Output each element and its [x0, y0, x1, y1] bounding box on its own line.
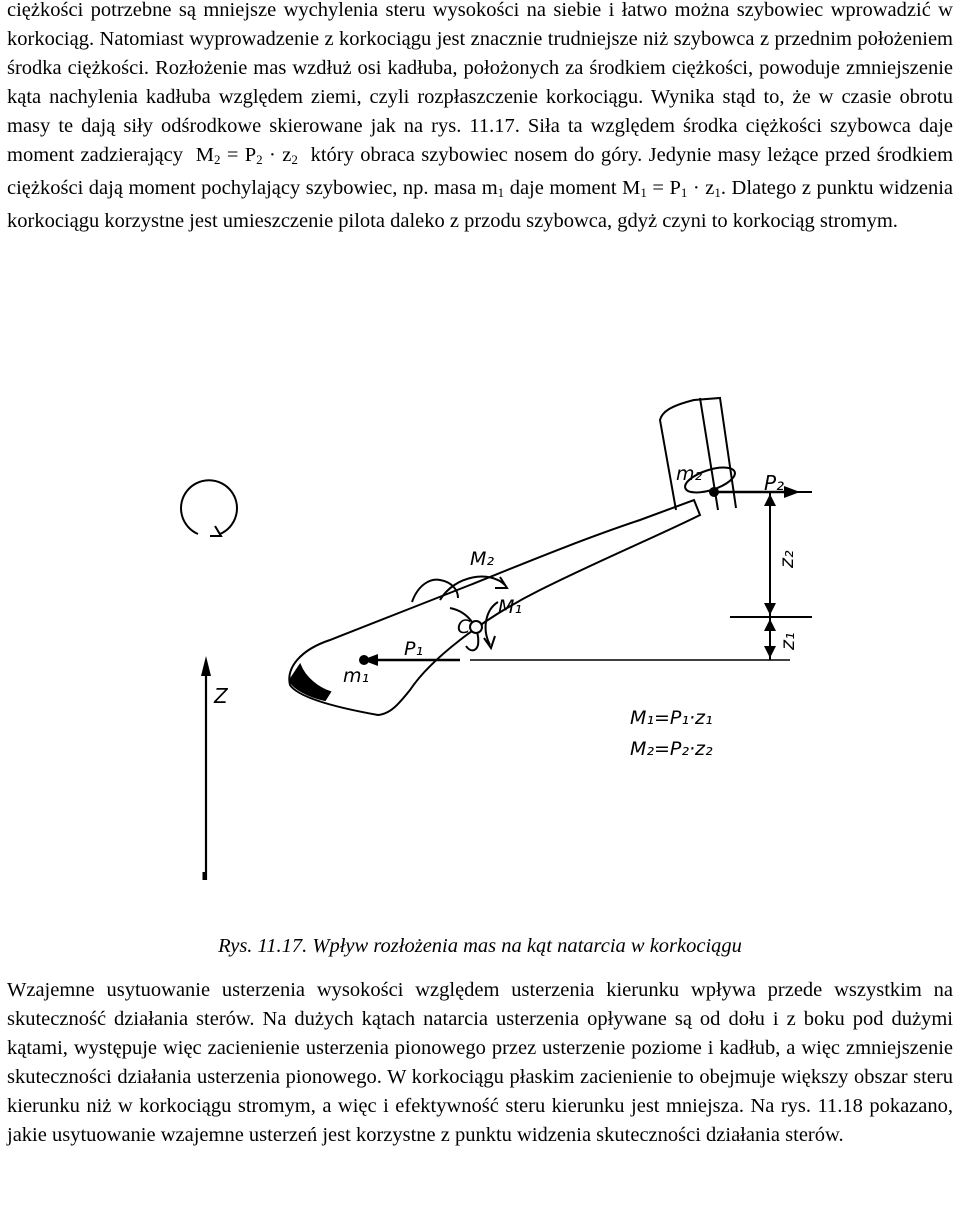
- moment-m2-label: M₂: [470, 548, 495, 570]
- paragraph-top-part3: daje moment: [509, 177, 617, 199]
- moment-m1-label: M₁: [498, 596, 523, 618]
- force-p1-label: P₁: [404, 638, 424, 660]
- figure-caption: Rys. 11.17. Wpływ rozłożenia mas na kąt natarcia w korkociągu: [218, 935, 742, 957]
- moment-m1-arrow: [484, 602, 498, 648]
- dimension-z: [470, 492, 812, 660]
- paragraph-top-part4: . Dlatego z punktu widzenia korkociągu korzystne jest umieszczenie pilota daleko z przodu szybowca, gdyż czyni to korkociąg stromym.: [7, 177, 954, 232]
- formula-m2-figure: M₂=P₂·z₂: [630, 738, 713, 760]
- paragraph-top-part2: który obraca szybowiec nosem do góry. Jedynie masy leżące przed środkiem ciężkości dają moment pochylający szybowiec, np. masa: [7, 144, 954, 199]
- force-p2-label: P₂: [764, 471, 785, 495]
- mass-m2-label: m₂: [676, 463, 703, 485]
- paragraph-bottom: Wzajemne usytuowanie usterzenia wysokości względem usterzenia kierunku wpływa przede wszystkim na skuteczność działania sterów. Na dużych kątach natarcia usterzenia opływane są od dołu i z boku pod dużymi kątami, występuje więc zacienienie usterzenia pionowego przez usterzenie poziome i kadłub, a więc zmniejszenie skuteczności działania usterzenia pionowego. W korkociągu płaskim zacienienie to obejmuje większy obszar steru kierunku niż w korkociągu stromym, a więc i efektywność steru kierunku jest mniejsza. Na rys. 11.18 pokazano, jakie usytuowanie wzajemne usterzeń jest korzystne z punktu widzenia skuteczności działania sterów.: [7, 979, 953, 1146]
- moment-m2-arrow: [440, 577, 507, 600]
- formula-m1-inline: $M_1 = P_1 \cdot z_1$: [622, 177, 721, 200]
- dim-z2-label: z₂: [776, 550, 798, 568]
- spin-axis: [201, 656, 211, 880]
- paragraph-top-part1: ciężkości potrzebne są mniejsze wychylenia steru wysokości na siebie i łatwo można szybowiec wprowadzić w korkociąg. Natomiast wyprowadzenie z korkociągu jest znacznie trudniejsze niż szybowca z przednim położeniem środka ciężkości. Rozłożenie mas wzdłuż osi kadłuba, położonych za środkiem ciężkości, powoduje zmniejszenie kąta nachylenia kadłuba względem ziemi, czyli rozpłaszczenie korkociągu. Wynika stąd to, że w czasie obrotu masy te dają siły odśrodkowe skierowane jak na rys. 11.17. Siła ta względem środka ciężkości szybowca daje moment zadzierający: [7, 0, 953, 166]
- mass-m1-inline: $m_1$: [481, 177, 505, 200]
- formula-m1-figure: M₁=P₁·z₁: [630, 707, 713, 729]
- axis-z-label: Z: [214, 684, 228, 708]
- cg-label: C: [457, 616, 471, 638]
- formula-m2-inline: $M_2 = P_2 \cdot z_2$: [195, 144, 298, 167]
- rotation-arrow-icon: [181, 480, 237, 536]
- dim-z1-label: z₁: [777, 632, 799, 650]
- mass-m1-label: m₁: [343, 665, 370, 687]
